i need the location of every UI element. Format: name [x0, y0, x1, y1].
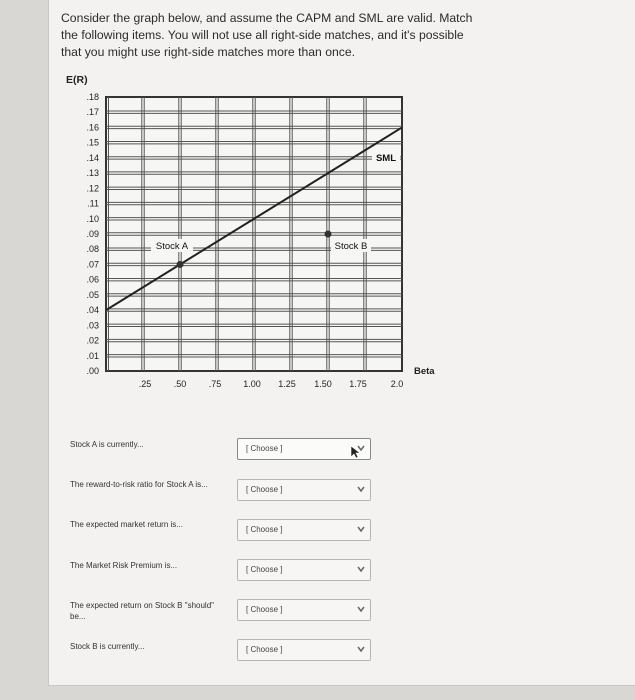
y-tick-label: .11: [87, 198, 99, 209]
y-tick-label: .06: [86, 274, 99, 285]
x-tick-label: .25: [138, 379, 152, 389]
question-text: Consider the graph below, and assume the CAPM and SML are valid. Match the following items. You will not use all right-side matches, and it's possible that you might use right-side matches more than once.: [61, 11, 473, 59]
x-tick-label: 1.75: [349, 379, 367, 389]
y-tick-label: .15: [86, 137, 99, 148]
chevron-down-icon: [356, 523, 366, 535]
select-value-3: [ Choose ]: [246, 525, 283, 534]
choose-select-6[interactable]: [237, 639, 371, 661]
x-tick-label: 2.0: [390, 379, 404, 389]
select-value-4: [ Choose ]: [246, 565, 283, 574]
stock-a-label: Stock A: [155, 241, 189, 252]
y-tick-label: .07: [86, 259, 99, 270]
y-tick-label: .18: [86, 92, 99, 102]
chevron-down-icon: [356, 603, 366, 615]
match-label-1: Stock A is currently...: [70, 440, 144, 449]
match-label-2: The reward-to-risk ratio for Stock A is...: [70, 480, 208, 489]
select-value-6: [ Choose ]: [246, 645, 283, 654]
y-tick-label: .10: [86, 213, 99, 224]
match-label-5: The expected return on Stock B "should" be...: [70, 601, 214, 621]
choose-select-4[interactable]: [237, 559, 371, 581]
x-tick-label: 1.25: [278, 379, 296, 389]
y-tick-label: .16: [86, 122, 99, 133]
stock-b-label: Stock B: [334, 241, 368, 252]
y-axis-label: E(R): [66, 74, 88, 86]
y-tick-label: .04: [86, 305, 99, 316]
choose-select-5[interactable]: [237, 599, 371, 621]
match-label-4: The Market Risk Premium is...: [70, 561, 178, 570]
y-tick-label: .01: [86, 350, 99, 361]
x-tick-label: 1.50: [314, 379, 332, 389]
match-label-3: The expected market return is...: [70, 520, 183, 529]
y-tick-label: .05: [86, 289, 99, 300]
select-value-5: [ Choose ]: [246, 605, 283, 614]
x-tick-label: .75: [208, 379, 222, 389]
y-tick-label: .02: [86, 335, 99, 346]
x-tick-label: .50: [173, 379, 187, 389]
y-tick-label: .17: [86, 107, 99, 118]
x-axis-label: Beta: [414, 366, 435, 377]
select-value-2: [ Choose ]: [246, 485, 283, 494]
choose-select-3[interactable]: [237, 519, 371, 541]
chevron-down-icon: [356, 483, 366, 495]
y-tick-label: .13: [86, 168, 99, 179]
plot-area: [106, 97, 402, 371]
match-label-6: Stock B is currently...: [70, 642, 145, 651]
chevron-down-icon: [356, 563, 366, 575]
y-tick-label: .14: [86, 152, 99, 163]
y-tick-label: .00: [86, 366, 99, 376]
y-tick-label: .12: [86, 183, 99, 194]
sml-label: SML: [375, 153, 397, 164]
y-tick-label: .08: [86, 244, 99, 255]
chevron-down-icon: [356, 643, 366, 655]
x-tick-label: 1.00: [243, 379, 261, 389]
y-tick-label: .03: [86, 320, 99, 331]
stock-a-point: [177, 261, 184, 268]
y-tick-label: .09: [86, 229, 99, 239]
mouse-cursor-icon: [350, 445, 362, 459]
stock-b-point: [325, 231, 332, 238]
choose-select-2[interactable]: [237, 479, 371, 501]
select-value-1: [ Choose ]: [246, 444, 283, 453]
